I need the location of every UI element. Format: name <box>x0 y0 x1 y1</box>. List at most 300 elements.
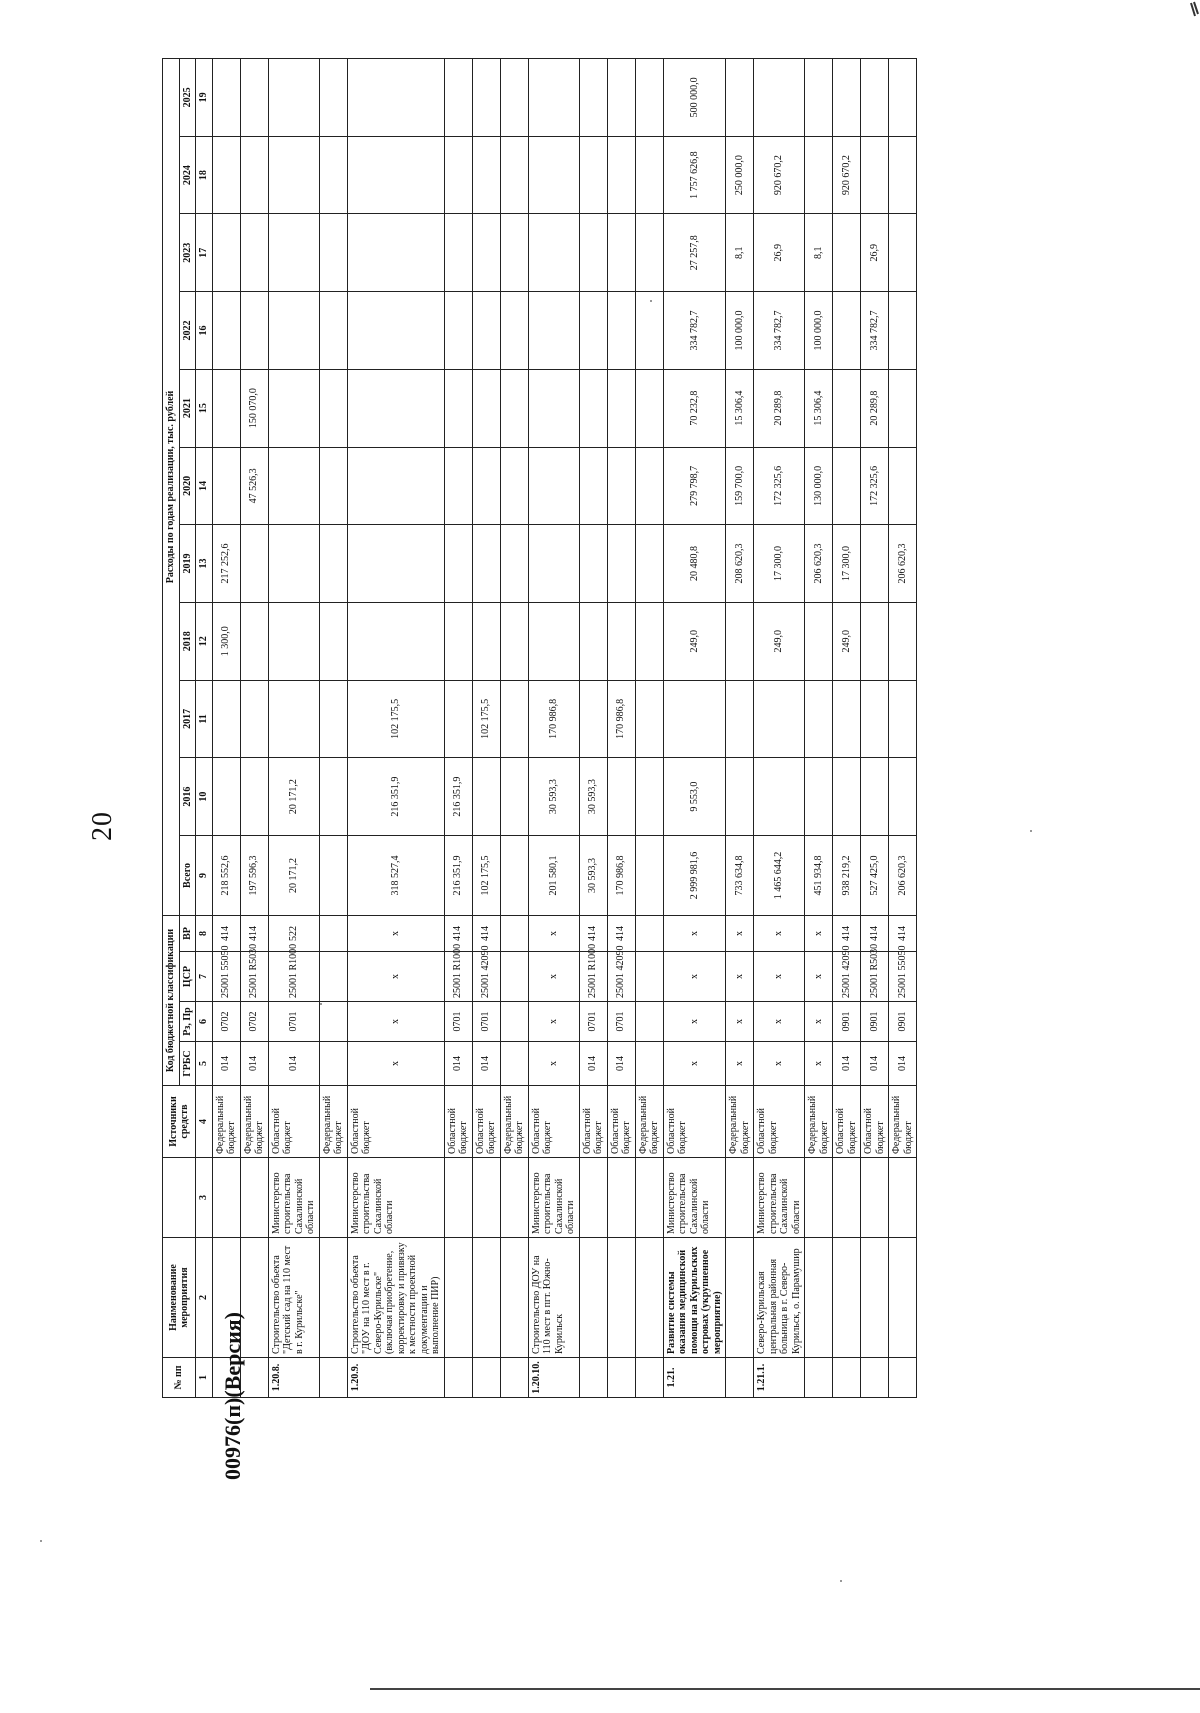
row-year-value: 17 300,0 <box>833 525 861 603</box>
row-total: 527 425,0 <box>861 835 889 915</box>
row-rzpr: x <box>805 1002 833 1042</box>
row-year-value <box>635 292 663 370</box>
row-year-value <box>212 447 240 525</box>
row-year-value <box>240 59 268 137</box>
budget-table <box>162 58 917 1398</box>
row-rzpr <box>635 1002 663 1042</box>
row-year-value <box>635 214 663 292</box>
row-year-value <box>607 214 635 292</box>
row-year-value <box>444 59 472 137</box>
row-vr: 522 <box>268 915 319 951</box>
row-vr: 414 <box>833 915 861 951</box>
row-year-value: 100 000,0 <box>805 292 833 370</box>
row-year-value <box>347 214 444 292</box>
row-rzpr: 0702 <box>212 1002 240 1042</box>
row-year-value <box>607 292 635 370</box>
row-rzpr: x <box>726 1002 754 1042</box>
scan-speck <box>1030 830 1032 832</box>
row-year-value <box>472 59 500 137</box>
row-year-value <box>319 136 347 214</box>
row-source: Федеральный бюджет <box>635 1086 663 1158</box>
header-rzpr: Рз, Пр <box>179 1002 196 1042</box>
header-total: Всего <box>179 835 196 915</box>
row-year-value <box>833 292 861 370</box>
row-executor <box>889 1158 917 1238</box>
header-year: 2017 <box>179 680 196 758</box>
table-body <box>212 59 917 1398</box>
table-row <box>635 59 663 1398</box>
column-number: 14 <box>196 447 213 525</box>
row-year-value <box>528 59 579 137</box>
row-source: Федеральный бюджет <box>212 1086 240 1158</box>
row-year-value <box>472 758 500 836</box>
row-year-value <box>607 602 635 680</box>
row-year-value <box>607 525 635 603</box>
row-total: 206 620,3 <box>889 835 917 915</box>
row-year-value <box>635 680 663 758</box>
row-vr: x <box>805 915 833 951</box>
row-name: Развитие системы оказания медицинской помощи на Курильских островах (укрупненное мероприятие) <box>663 1238 726 1358</box>
row-year-value <box>861 136 889 214</box>
header-year: 2025 <box>179 59 196 137</box>
row-year-value <box>805 59 833 137</box>
row-vr: 414 <box>240 915 268 951</box>
row-vr <box>635 915 663 951</box>
row-csr: x <box>347 952 444 1002</box>
row-executor <box>240 1158 268 1238</box>
row-grbs: 014 <box>212 1042 240 1086</box>
header-source: Источники средств <box>163 1086 196 1158</box>
row-year-value <box>319 525 347 603</box>
row-year-value: 249,0 <box>754 602 805 680</box>
header-budget-code: Код бюджетной классификации <box>163 915 180 1085</box>
row-vr: 414 <box>607 915 635 951</box>
row-num <box>319 1358 347 1398</box>
row-year-value <box>319 447 347 525</box>
row-year-value: 279 798,7 <box>663 447 726 525</box>
column-number: 13 <box>196 525 213 603</box>
row-year-value <box>500 758 528 836</box>
row-name <box>889 1238 917 1358</box>
row-year-value <box>833 680 861 758</box>
row-year-value <box>528 602 579 680</box>
row-year-value <box>754 758 805 836</box>
row-year-value <box>212 758 240 836</box>
row-year-value <box>444 680 472 758</box>
row-year-value <box>861 758 889 836</box>
row-year-value <box>833 214 861 292</box>
row-year-value <box>528 292 579 370</box>
column-number: 11 <box>196 680 213 758</box>
row-year-value <box>472 447 500 525</box>
row-year-value: 20 289,8 <box>754 369 805 447</box>
row-year-value: 20 480,8 <box>663 525 726 603</box>
row-year-value <box>889 292 917 370</box>
column-number: 17 <box>196 214 213 292</box>
row-year-value <box>268 369 319 447</box>
row-year-value: 15 306,4 <box>805 369 833 447</box>
row-year-value <box>579 680 607 758</box>
row-grbs: 014 <box>861 1042 889 1086</box>
table-row <box>833 59 861 1398</box>
row-name: Северо-Курильская центральная районная больница в г. Северо-Курильск, о. Парамушир <box>754 1238 805 1358</box>
column-number: 18 <box>196 136 213 214</box>
row-vr <box>319 915 347 951</box>
row-year-value: 172 325,6 <box>861 447 889 525</box>
row-executor <box>805 1158 833 1238</box>
row-vr: x <box>347 915 444 951</box>
row-year-value <box>889 136 917 214</box>
row-year-value <box>240 680 268 758</box>
row-year-value <box>579 447 607 525</box>
row-source: Областной бюджет <box>579 1086 607 1158</box>
row-year-value <box>212 136 240 214</box>
row-rzpr: 0701 <box>579 1002 607 1042</box>
row-rzpr: 0901 <box>889 1002 917 1042</box>
header-year: 2018 <box>179 602 196 680</box>
row-year-value: 150 070,0 <box>240 369 268 447</box>
row-rzpr: 0701 <box>444 1002 472 1042</box>
row-year-value <box>833 369 861 447</box>
row-year-value: 334 782,7 <box>663 292 726 370</box>
row-executor: Министерство строительства Сахалинской области <box>268 1158 319 1238</box>
row-year-value <box>726 758 754 836</box>
row-year-value <box>268 680 319 758</box>
scan-speck <box>40 1540 42 1542</box>
row-rzpr: 0701 <box>268 1002 319 1042</box>
table-row <box>579 59 607 1398</box>
scan-speck <box>840 1580 842 1582</box>
row-year-value <box>319 680 347 758</box>
row-total: 197 596,3 <box>240 835 268 915</box>
row-rzpr: x <box>528 1002 579 1042</box>
row-year-value <box>444 369 472 447</box>
row-csr <box>319 952 347 1002</box>
row-csr: 25001 55050 <box>889 952 917 1002</box>
row-year-value: 249,0 <box>663 602 726 680</box>
header-num: № пп <box>163 1358 196 1398</box>
row-grbs: 014 <box>444 1042 472 1086</box>
row-executor <box>635 1158 663 1238</box>
row-year-value <box>579 369 607 447</box>
row-year-value: 170 986,8 <box>607 680 635 758</box>
header-vr: ВР <box>179 915 196 951</box>
row-total <box>319 835 347 915</box>
budget-table-container <box>162 58 1062 1398</box>
row-grbs: 014 <box>268 1042 319 1086</box>
row-year-value <box>212 369 240 447</box>
row-executor: Министерство строительства Сахалинской области <box>663 1158 726 1238</box>
row-year-value: 334 782,7 <box>754 292 805 370</box>
table-row <box>240 59 268 1398</box>
table-row <box>212 59 240 1398</box>
row-name <box>472 1238 500 1358</box>
row-year-value <box>444 136 472 214</box>
row-grbs <box>319 1042 347 1086</box>
row-vr: 414 <box>579 915 607 951</box>
row-year-value: 206 620,3 <box>889 525 917 603</box>
row-year-value <box>833 59 861 137</box>
row-vr: 414 <box>212 915 240 951</box>
row-grbs: x <box>663 1042 726 1086</box>
header-year: 2019 <box>179 525 196 603</box>
row-num <box>635 1358 663 1398</box>
row-year-value: 216 351,9 <box>444 758 472 836</box>
row-executor: Министерство строительства Сахалинской области <box>347 1158 444 1238</box>
row-vr: 414 <box>444 915 472 951</box>
row-year-value <box>500 59 528 137</box>
row-year-value: 15 306,4 <box>726 369 754 447</box>
header-year: 2021 <box>179 369 196 447</box>
row-year-value <box>268 59 319 137</box>
row-year-value <box>347 602 444 680</box>
row-year-value <box>319 369 347 447</box>
row-num <box>833 1358 861 1398</box>
row-executor <box>833 1158 861 1238</box>
row-year-value: 500 000,0 <box>663 59 726 137</box>
row-grbs: 014 <box>833 1042 861 1086</box>
table-row <box>663 59 726 1398</box>
row-year-value <box>833 447 861 525</box>
row-grbs: 014 <box>579 1042 607 1086</box>
row-year-value <box>268 292 319 370</box>
row-grbs <box>500 1042 528 1086</box>
row-year-value <box>607 136 635 214</box>
header-grbs: ГРБС <box>179 1042 196 1086</box>
row-year-value <box>268 525 319 603</box>
row-year-value <box>472 602 500 680</box>
header-year: 2023 <box>179 214 196 292</box>
row-year-value <box>889 59 917 137</box>
row-executor: Министерство строительства Сахалинской области <box>528 1158 579 1238</box>
row-csr: 25001 R1000 <box>268 952 319 1002</box>
row-year-value: 70 232,8 <box>663 369 726 447</box>
column-number: 8 <box>196 915 213 951</box>
row-grbs: 014 <box>889 1042 917 1086</box>
row-year-value: 102 175,5 <box>347 680 444 758</box>
row-year-value <box>500 602 528 680</box>
row-total: 102 175,5 <box>472 835 500 915</box>
row-year-value <box>319 758 347 836</box>
row-year-value <box>607 447 635 525</box>
row-grbs: 014 <box>472 1042 500 1086</box>
row-year-value <box>889 214 917 292</box>
row-year-value <box>500 525 528 603</box>
row-year-value <box>805 680 833 758</box>
table-row <box>805 59 833 1398</box>
row-source: Областной бюджет <box>607 1086 635 1158</box>
row-year-value <box>240 292 268 370</box>
row-year-value <box>579 292 607 370</box>
row-year-value: 172 325,6 <box>754 447 805 525</box>
row-year-value <box>240 136 268 214</box>
row-total: 170 986,8 <box>607 835 635 915</box>
row-year-value <box>319 292 347 370</box>
table-row <box>607 59 635 1398</box>
row-csr: x <box>663 952 726 1002</box>
row-year-value: 217 252,6 <box>212 525 240 603</box>
row-total: 2 999 981,6 <box>663 835 726 915</box>
header-name: Наименование мероприятия <box>163 1238 196 1358</box>
header-year: 2022 <box>179 292 196 370</box>
row-grbs: x <box>754 1042 805 1086</box>
row-year-value <box>444 292 472 370</box>
column-number: 10 <box>196 758 213 836</box>
row-rzpr: 0702 <box>240 1002 268 1042</box>
row-num <box>726 1358 754 1398</box>
row-year-value <box>319 602 347 680</box>
row-year-value <box>347 525 444 603</box>
row-total: 1 465 644,2 <box>754 835 805 915</box>
row-year-value <box>500 214 528 292</box>
row-year-value: 9 553,0 <box>663 758 726 836</box>
row-year-value <box>889 758 917 836</box>
row-vr <box>500 915 528 951</box>
column-number: 7 <box>196 952 213 1002</box>
row-year-value <box>444 525 472 603</box>
row-year-value <box>635 758 663 836</box>
row-executor <box>607 1158 635 1238</box>
row-year-value <box>240 525 268 603</box>
row-rzpr <box>319 1002 347 1042</box>
row-year-value: 208 620,3 <box>726 525 754 603</box>
row-total: 318 527,4 <box>347 835 444 915</box>
row-year-value: 334 782,7 <box>861 292 889 370</box>
row-year-value <box>268 447 319 525</box>
row-csr: 25001 R1000 <box>579 952 607 1002</box>
row-name <box>635 1238 663 1358</box>
header-csr: ЦСР <box>179 952 196 1002</box>
row-year-value <box>212 680 240 758</box>
row-total: 938 219,2 <box>833 835 861 915</box>
version-stamp: 00976(п)(Версия) <box>220 1312 245 1480</box>
row-total: 20 171,2 <box>268 835 319 915</box>
row-year-value <box>500 369 528 447</box>
column-number: 4 <box>196 1086 213 1158</box>
row-year-value <box>472 136 500 214</box>
row-year-value <box>607 758 635 836</box>
row-year-value <box>635 136 663 214</box>
row-source: Федеральный бюджет <box>805 1086 833 1158</box>
row-csr: 25001 R5030 <box>240 952 268 1002</box>
row-num: 1.20.8. <box>268 1358 319 1398</box>
row-num <box>805 1358 833 1398</box>
row-rzpr: x <box>663 1002 726 1042</box>
row-year-value <box>472 525 500 603</box>
row-vr: x <box>726 915 754 951</box>
row-csr: 25001 42090 <box>833 952 861 1002</box>
row-num <box>472 1358 500 1398</box>
column-number: 1 <box>196 1358 213 1398</box>
row-vr: 414 <box>472 915 500 951</box>
row-year-value: 206 620,3 <box>805 525 833 603</box>
row-year-value <box>268 602 319 680</box>
row-name: Строительство объекта "Детский сад на 110 мест в г. Курильске" <box>268 1238 319 1358</box>
row-year-value <box>579 602 607 680</box>
row-grbs: 014 <box>607 1042 635 1086</box>
row-executor <box>726 1158 754 1238</box>
row-executor <box>212 1158 240 1238</box>
row-year-value: 100 000,0 <box>726 292 754 370</box>
row-source: Областной бюджет <box>663 1086 726 1158</box>
row-year-value: 216 351,9 <box>347 758 444 836</box>
row-csr: x <box>726 952 754 1002</box>
scan-speck <box>320 1003 322 1005</box>
table-row <box>889 59 917 1398</box>
row-executor <box>319 1158 347 1238</box>
row-rzpr: 0701 <box>472 1002 500 1042</box>
row-year-value: 8,1 <box>726 214 754 292</box>
row-year-value <box>726 59 754 137</box>
row-rzpr: 0901 <box>833 1002 861 1042</box>
table-row <box>347 59 444 1398</box>
table-row <box>726 59 754 1398</box>
row-year-value: 26,9 <box>754 214 805 292</box>
row-rzpr: x <box>754 1002 805 1042</box>
row-name <box>805 1238 833 1358</box>
row-year-value: 102 175,5 <box>472 680 500 758</box>
column-number: 12 <box>196 602 213 680</box>
row-csr: x <box>805 952 833 1002</box>
row-year-value <box>607 369 635 447</box>
column-number: 6 <box>196 1002 213 1042</box>
row-year-value <box>754 680 805 758</box>
row-grbs: 014 <box>240 1042 268 1086</box>
row-name <box>607 1238 635 1358</box>
row-year-value <box>347 292 444 370</box>
row-year-value <box>663 680 726 758</box>
row-year-value <box>579 214 607 292</box>
row-year-value: 26,9 <box>861 214 889 292</box>
row-source: Областной бюджет <box>861 1086 889 1158</box>
row-year-value: 159 700,0 <box>726 447 754 525</box>
row-year-value <box>212 292 240 370</box>
row-num: 1.21.1. <box>754 1358 805 1398</box>
column-number-row <box>196 59 213 1398</box>
row-year-value <box>528 136 579 214</box>
row-source: Областной бюджет <box>347 1086 444 1158</box>
header-year: 2016 <box>179 758 196 836</box>
row-grbs: x <box>528 1042 579 1086</box>
row-rzpr <box>500 1002 528 1042</box>
row-year-value <box>861 59 889 137</box>
row-year-value <box>635 369 663 447</box>
row-num <box>579 1358 607 1398</box>
row-grbs: x <box>726 1042 754 1086</box>
row-year-value <box>444 602 472 680</box>
scan-speck <box>650 300 652 302</box>
row-name <box>500 1238 528 1358</box>
row-year-value <box>754 59 805 137</box>
row-total: 733 634,8 <box>726 835 754 915</box>
bottom-rule <box>370 1688 1200 1690</box>
row-year-value <box>726 602 754 680</box>
row-year-value <box>889 680 917 758</box>
row-year-value <box>319 214 347 292</box>
row-executor <box>500 1158 528 1238</box>
corner-mark-icon <box>1180 0 1200 20</box>
row-total: 451 934,8 <box>805 835 833 915</box>
row-year-value <box>500 292 528 370</box>
table-row <box>754 59 805 1398</box>
row-csr: 25001 R5030 <box>861 952 889 1002</box>
row-source: Областной бюджет <box>528 1086 579 1158</box>
header-executor <box>163 1158 196 1238</box>
row-csr: 25001 R1000 <box>444 952 472 1002</box>
row-source: Областной бюджет <box>833 1086 861 1158</box>
row-grbs: x <box>347 1042 444 1086</box>
row-year-value <box>500 680 528 758</box>
